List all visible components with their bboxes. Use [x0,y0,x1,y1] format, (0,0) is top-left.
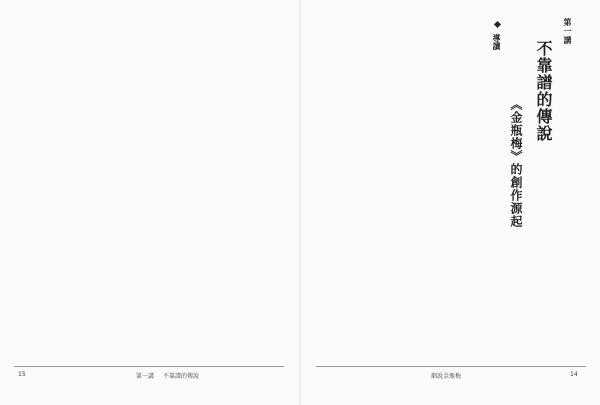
right-body-text [316,22,486,347]
right-page [300,0,600,405]
guide-title: 導讀 [492,33,502,50]
right-page-number: 14 [570,371,578,378]
left-body-text [14,22,278,347]
chapter-title: 不靠譜的傳說 [534,40,553,142]
left-page-number: 15 [18,371,26,378]
left-footer-chapter-title: 不靠譜的傳說 [163,373,200,380]
right-footer-rule [316,366,586,367]
guide-heading [492,22,503,50]
left-footer-chapter-label: 第一講 [136,373,155,380]
right-footer-book-title: 細說金瓶梅 [431,373,462,380]
diamond-icon [493,21,500,28]
left-footer-rule [14,366,284,367]
chapter-label: 第一講 [563,18,573,45]
chapter-subtitle: 《金瓶梅》的創作源起 [509,98,523,228]
